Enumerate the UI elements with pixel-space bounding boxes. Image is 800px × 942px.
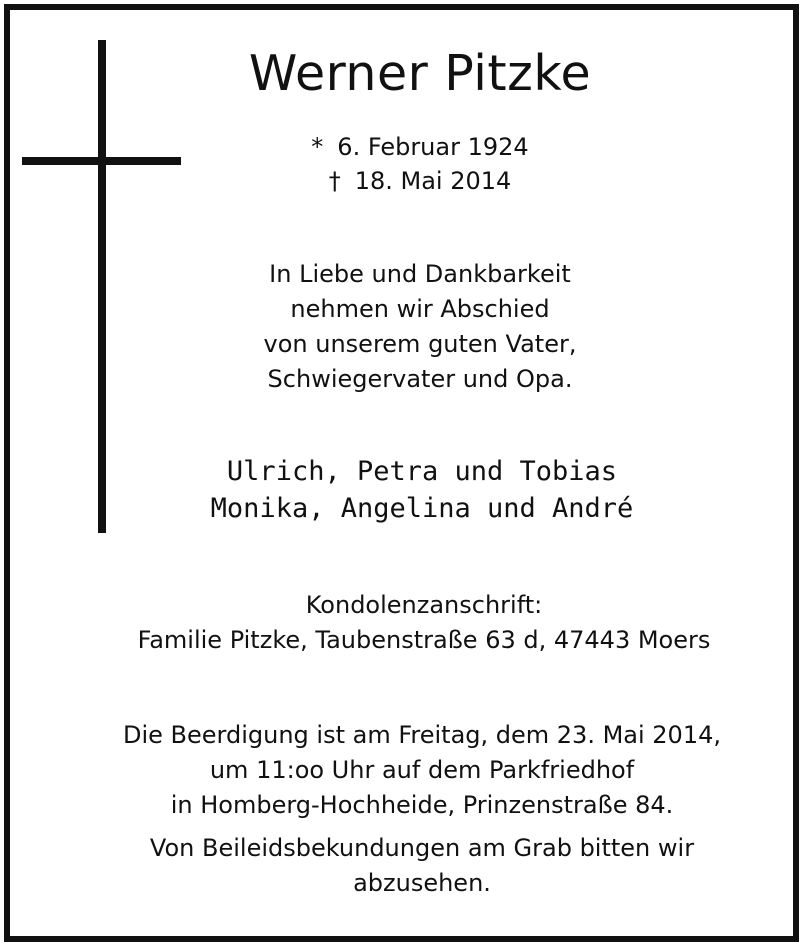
message-line: In Liebe und Dankbarkeit	[269, 260, 571, 288]
condolence-address	[24, 588, 800, 658]
funeral-line: um 11:oo Uhr auf dem Parkfriedhof	[209, 756, 635, 784]
deceased-name: Werner Pitzke	[248, 45, 592, 102]
condolence-address-line: Familie Pitzke, Taubenstraße 63 d, 47443 Moers	[137, 626, 711, 654]
funeral-line: in Homberg-Hochheide, Prinzenstraße 84.	[170, 791, 674, 819]
family-names	[22, 453, 800, 527]
closing-line: abzusehen.	[353, 869, 491, 897]
death-line	[20, 164, 800, 198]
death-date: 18. Mai 2014	[354, 167, 512, 195]
life-dates	[20, 130, 800, 198]
birth-date: 6. Februar 1924	[337, 133, 529, 161]
family-line: Monika, Angelina und André	[210, 493, 634, 524]
birth-symbol: *	[311, 133, 324, 161]
farewell-message	[20, 257, 800, 397]
message-line: von unserem guten Vater,	[263, 330, 577, 358]
family-line: Ulrich, Petra und Tobias	[226, 456, 618, 487]
condolence-heading: Kondolenzanschrift:	[305, 591, 543, 619]
message-line: nehmen wir Abschied	[290, 295, 550, 323]
funeral-line: Die Beerdigung ist am Freitag, dem 23. Mai 2014,	[123, 721, 721, 749]
funeral-info	[22, 718, 800, 823]
birth-line	[20, 130, 800, 164]
death-symbol: †	[328, 167, 341, 195]
closing-line: Von Beileidsbekundungen am Grab bitten wir	[149, 834, 695, 862]
closing-request	[22, 831, 800, 901]
message-line: Schwiegervater und Opa.	[267, 365, 573, 393]
